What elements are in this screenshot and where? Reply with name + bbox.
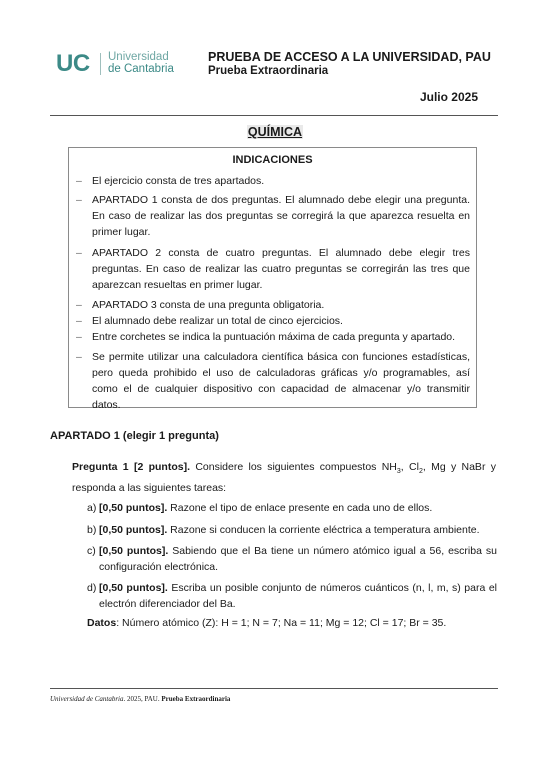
item-points: [0,50 puntos]. [99,545,169,557]
subject-heading [0,125,550,139]
header-divider [50,115,498,116]
indicacion-item: – El ejercicio consta de tres apartados. [76,173,470,189]
logo-text-line2: de Cantabria [108,63,174,75]
item-points: [0,50 puntos]. [99,524,168,536]
indicacion-text: APARTADO 3 consta de una pregunta obligatoria. [92,299,325,311]
question-1 [72,459,496,496]
subject-title: QUÍMICA [247,125,303,139]
datos-label: Datos [87,617,117,629]
footer-divider [50,688,498,689]
question-item [87,543,497,575]
item-text: Escriba un posible conjunto de números cuánticos (n, l, m, s) para el electrón diferenciador del Ba. [99,582,497,610]
indicacion-text: Entre corchetes se indica la puntuación máxima de cada pregunta y apartado. [92,331,456,343]
datos-line [87,617,446,629]
indicacion-text: APARTADO 2 consta de cuatro preguntas. El alumnado debe elegir tres preguntas. En caso de realizar las cuatro preguntas se corregirán las tres que aparezcan resueltas en primer lugar. [92,247,470,291]
indicaciones-title: INDICACIONES [232,154,313,166]
item-label: a) [87,502,97,514]
item-text: Razone si conducen la corriente eléctrica a temperatura ambiente. [167,524,480,536]
indicacion-item: – Se permite utilizar una calculadora científica básica con funciones estadísticas, pero queda prohibido el uso de calculadoras gráficas y/o programables, así como el de cualquier dispositivo con capacidad de almacenar y/o transmitir datos. [76,351,470,411]
indicacion-item: – El alumnado debe realizar un total de cinco ejercicios. [76,313,470,329]
subscript-3: 3 [396,468,401,476]
logo-separator [100,53,101,75]
exam-subtitle: Prueba Extraordinaria [208,65,329,77]
section-title: APARTADO 1 (elegir 1 pregunta) [50,430,219,442]
question-text: Considere los siguientes compuestos NH [190,461,397,473]
item-label: b) [87,524,97,536]
indicacion-text: APARTADO 1 consta de dos preguntas. El alumnado debe elegir una pregunta. En caso de realizar las dos preguntas se corregirá la que aparezca resuelta en primer lugar. [92,194,470,238]
footer-exam: Prueba Extraordinaria [161,695,231,703]
item-points: [0,50 puntos]. [99,502,168,514]
question-item [87,500,497,516]
item-label: d) [87,582,97,594]
footer-text: . 2025, PAU. [123,695,162,703]
exam-date: Julio 2025 [419,90,478,104]
item-points: [0,50 puntos]. [99,582,168,594]
logo-text-line1: Universidad [108,51,169,63]
exam-title: PRUEBA DE ACCESO A LA UNIVERSIDAD, PAU [208,50,491,64]
question-text: , Mg y NaBr y responda a las siguientes tareas: [72,461,496,495]
item-text: Sabiendo que el Ba tiene un número atómico igual a 56, escriba su configuración electrónica. [99,545,497,573]
indicacion-item: – APARTADO 2 consta de cuatro preguntas. El alumnado debe elegir tres preguntas. En caso de realizar las cuatro preguntas se corregirán las tres que aparezcan resueltas en primer lugar. [76,247,470,291]
indicacion-text: El ejercicio consta de tres apartados. [92,175,265,187]
indicacion-text: El alumnado debe realizar un total de cinco ejercicios. [92,315,343,327]
question-item [87,522,497,538]
subscript-2: 2 [418,468,423,476]
indicacion-text: Se permite utilizar una calculadora científica básica con funciones estadísticas, pero queda prohibido el uso de calculadoras gráficas y/o programables, así como el de cualquier dispositivo con capacidad de almacenar y/o transmitir datos. [92,351,470,411]
question-item [87,580,497,612]
item-text: Razone el tipo de enlace presente en cada uno de ellos. [167,502,433,514]
page-footer [50,695,230,703]
indicacion-item: – APARTADO 1 consta de dos preguntas. El alumnado debe elegir una pregunta. En caso de realizar las dos preguntas se corregirá la que aparezca resuelta en primer lugar. [76,194,470,238]
question-label: Pregunta 1 [2 puntos]. [72,461,191,473]
indicacion-item: – APARTADO 3 consta de una pregunta obligatoria. [76,297,470,313]
footer-university: Universidad de Cantabria [50,695,124,703]
indicacion-item: – Entre corchetes se indica la puntuación máxima de cada pregunta y apartado. [76,329,470,345]
question-text: , Cl [400,461,419,473]
logo-mark: UC [56,50,90,77]
item-label: c) [87,545,96,557]
datos-text: : Número atómico (Z): H = 1; N = 7; Na = 11; Mg = 12; Cl = 17; Br = 35. [116,617,447,629]
